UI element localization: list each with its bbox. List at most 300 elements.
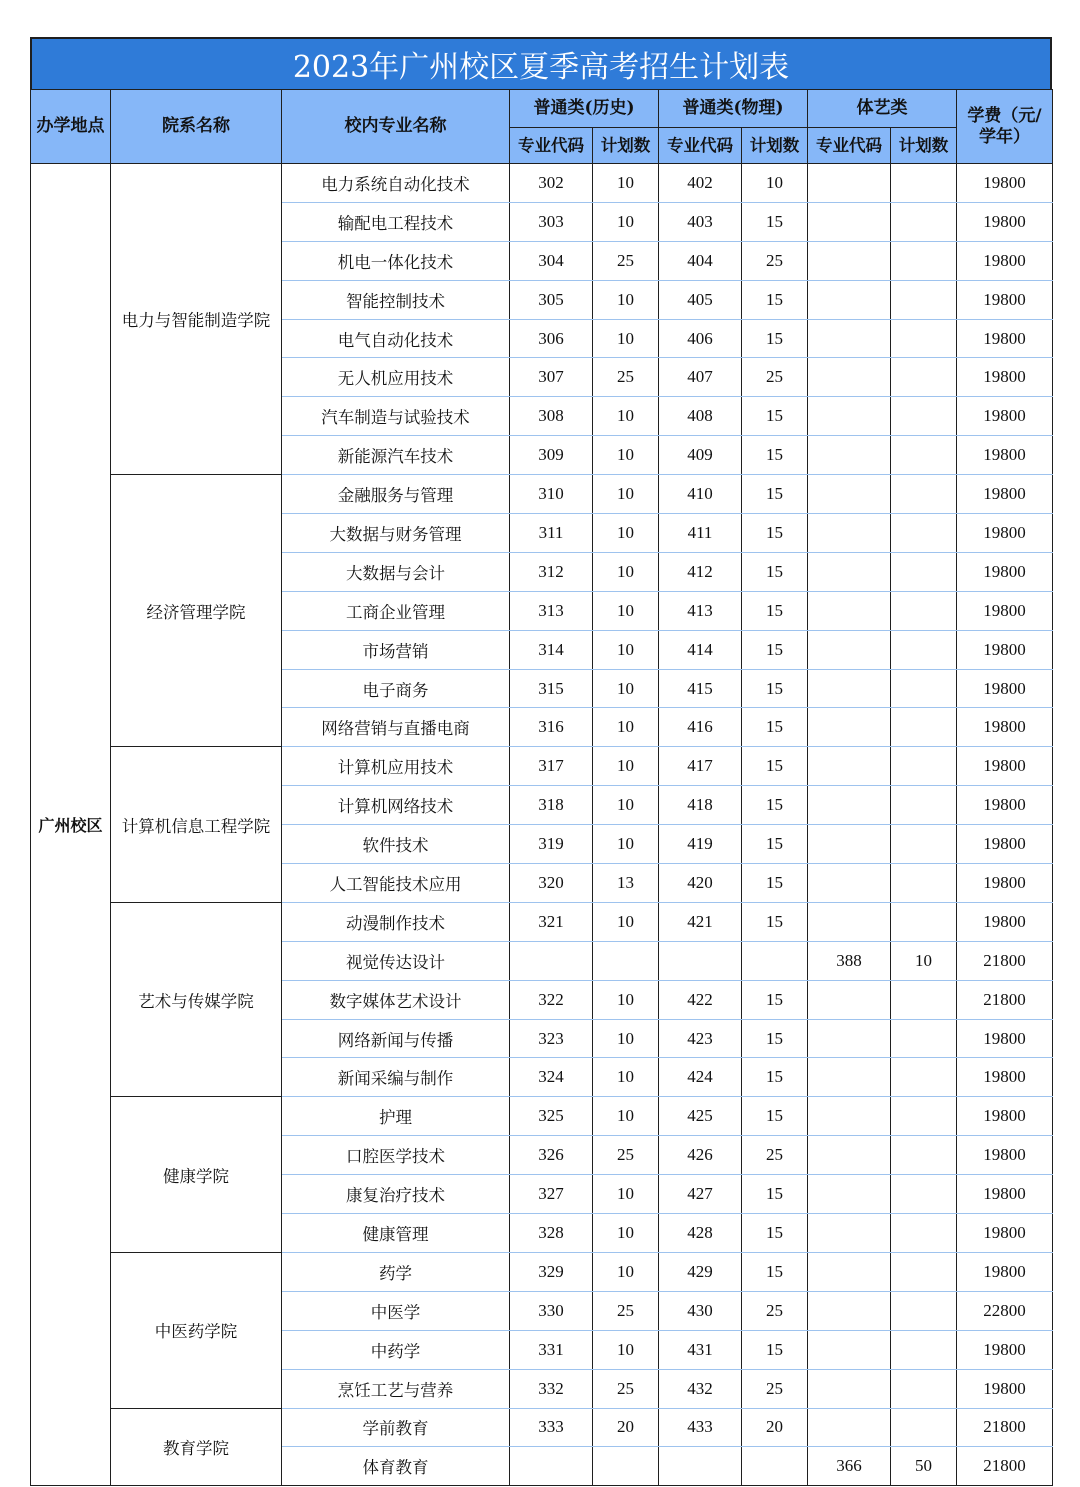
enrollment-plan-sheet — [30, 37, 1052, 1486]
header-arts-code: 专业代码 — [808, 128, 891, 164]
history-code-cell: 314 — [510, 630, 593, 669]
history-plan-cell: 10 — [593, 1214, 659, 1253]
history-code-cell: 310 — [510, 475, 593, 514]
physics-code-cell: 425 — [659, 1097, 742, 1136]
physics-code-cell: 430 — [659, 1291, 742, 1330]
major-name-cell: 大数据与会计 — [282, 552, 510, 591]
physics-code-cell: 405 — [659, 280, 742, 319]
history-plan-cell: 25 — [593, 1136, 659, 1175]
department-cell: 电力与智能制造学院 — [111, 164, 282, 475]
fee-cell: 19800 — [957, 864, 1053, 903]
history-code-cell — [510, 1447, 593, 1486]
fee-cell: 21800 — [957, 1447, 1053, 1486]
history-code-cell: 320 — [510, 864, 593, 903]
physics-code-cell: 415 — [659, 669, 742, 708]
history-code-cell: 318 — [510, 786, 593, 825]
arts-code-cell: 366 — [808, 1447, 891, 1486]
physics-plan-cell: 15 — [742, 1097, 808, 1136]
history-plan-cell: 10 — [593, 319, 659, 358]
table-title: 2023年广州校区夏季高考招生计划表 — [30, 37, 1052, 89]
arts-plan-cell — [891, 358, 957, 397]
history-plan-cell: 20 — [593, 1408, 659, 1447]
header-fee: 学费（元/学年） — [957, 90, 1053, 164]
arts-code-cell — [808, 1214, 891, 1253]
physics-plan-cell: 15 — [742, 902, 808, 941]
fee-cell: 21800 — [957, 980, 1053, 1019]
arts-plan-cell — [891, 397, 957, 436]
arts-plan-cell: 10 — [891, 941, 957, 980]
fee-cell: 19800 — [957, 397, 1053, 436]
major-name-cell: 计算机网络技术 — [282, 786, 510, 825]
history-code-cell: 306 — [510, 319, 593, 358]
major-name-cell: 学前教育 — [282, 1408, 510, 1447]
fee-cell: 19800 — [957, 358, 1053, 397]
history-code-cell: 321 — [510, 902, 593, 941]
history-code-cell: 319 — [510, 825, 593, 864]
history-code-cell: 333 — [510, 1408, 593, 1447]
physics-code-cell: 418 — [659, 786, 742, 825]
fee-cell: 19800 — [957, 241, 1053, 280]
physics-plan-cell: 20 — [742, 1408, 808, 1447]
physics-code-cell: 419 — [659, 825, 742, 864]
table-row — [31, 902, 1053, 941]
history-plan-cell: 10 — [593, 436, 659, 475]
major-name-cell: 智能控制技术 — [282, 280, 510, 319]
history-plan-cell: 10 — [593, 280, 659, 319]
fee-cell: 19800 — [957, 825, 1053, 864]
fee-cell: 19800 — [957, 1136, 1053, 1175]
physics-plan-cell — [742, 1447, 808, 1486]
arts-plan-cell — [891, 552, 957, 591]
table-row — [31, 747, 1053, 786]
physics-code-cell: 424 — [659, 1058, 742, 1097]
arts-plan-cell — [891, 1214, 957, 1253]
physics-plan-cell: 15 — [742, 980, 808, 1019]
arts-code-cell — [808, 747, 891, 786]
physics-code-cell: 411 — [659, 514, 742, 553]
physics-plan-cell: 15 — [742, 591, 808, 630]
history-code-cell: 323 — [510, 1019, 593, 1058]
physics-plan-cell: 25 — [742, 358, 808, 397]
major-name-cell: 护理 — [282, 1097, 510, 1136]
physics-plan-cell: 15 — [742, 1175, 808, 1214]
fee-cell: 19800 — [957, 1252, 1053, 1291]
history-plan-cell: 10 — [593, 708, 659, 747]
major-name-cell: 视觉传达设计 — [282, 941, 510, 980]
physics-plan-cell: 15 — [742, 669, 808, 708]
arts-code-cell — [808, 1019, 891, 1058]
fee-cell: 19800 — [957, 708, 1053, 747]
history-plan-cell: 10 — [593, 786, 659, 825]
arts-code-cell — [808, 1291, 891, 1330]
history-code-cell: 308 — [510, 397, 593, 436]
major-name-cell: 计算机应用技术 — [282, 747, 510, 786]
arts-code-cell — [808, 241, 891, 280]
history-plan-cell: 10 — [593, 1019, 659, 1058]
history-plan-cell: 10 — [593, 980, 659, 1019]
physics-plan-cell: 10 — [742, 164, 808, 203]
history-code-cell: 307 — [510, 358, 593, 397]
arts-plan-cell — [891, 864, 957, 903]
history-code-cell: 305 — [510, 280, 593, 319]
department-cell: 艺术与传媒学院 — [111, 902, 282, 1096]
arts-plan-cell: 50 — [891, 1447, 957, 1486]
history-plan-cell: 10 — [593, 1252, 659, 1291]
physics-plan-cell: 15 — [742, 825, 808, 864]
major-name-cell: 市场营销 — [282, 630, 510, 669]
physics-plan-cell: 15 — [742, 1058, 808, 1097]
physics-code-cell: 403 — [659, 202, 742, 241]
arts-code-cell — [808, 1330, 891, 1369]
major-name-cell: 无人机应用技术 — [282, 358, 510, 397]
physics-plan-cell: 15 — [742, 436, 808, 475]
fee-cell: 19800 — [957, 164, 1053, 203]
department-cell: 中医药学院 — [111, 1252, 282, 1408]
history-code-cell: 316 — [510, 708, 593, 747]
table-row — [31, 1252, 1053, 1291]
history-plan-cell: 25 — [593, 1369, 659, 1408]
major-name-cell: 烹饪工艺与营养 — [282, 1369, 510, 1408]
physics-code-cell: 404 — [659, 241, 742, 280]
arts-code-cell — [808, 1097, 891, 1136]
arts-code-cell — [808, 164, 891, 203]
table-row — [31, 164, 1053, 203]
arts-plan-cell — [891, 591, 957, 630]
physics-plan-cell: 25 — [742, 1369, 808, 1408]
physics-code-cell: 420 — [659, 864, 742, 903]
history-code-cell: 312 — [510, 552, 593, 591]
arts-plan-cell — [891, 1136, 957, 1175]
fee-cell: 19800 — [957, 514, 1053, 553]
arts-plan-cell — [891, 436, 957, 475]
department-cell: 健康学院 — [111, 1097, 282, 1253]
department-cell: 教育学院 — [111, 1408, 282, 1486]
fee-cell: 19800 — [957, 591, 1053, 630]
arts-code-cell — [808, 902, 891, 941]
arts-code-cell — [808, 669, 891, 708]
arts-code-cell — [808, 980, 891, 1019]
physics-code-cell — [659, 1447, 742, 1486]
physics-plan-cell: 15 — [742, 1019, 808, 1058]
fee-cell: 19800 — [957, 1214, 1053, 1253]
physics-code-cell: 406 — [659, 319, 742, 358]
major-name-cell: 电气自动化技术 — [282, 319, 510, 358]
arts-code-cell — [808, 552, 891, 591]
history-plan-cell: 10 — [593, 514, 659, 553]
arts-plan-cell — [891, 1252, 957, 1291]
history-code-cell: 327 — [510, 1175, 593, 1214]
header-arts-plan: 计划数 — [891, 128, 957, 164]
header-physics-plan: 计划数 — [742, 128, 808, 164]
physics-code-cell: 414 — [659, 630, 742, 669]
major-name-cell: 新能源汽车技术 — [282, 436, 510, 475]
major-name-cell: 网络营销与直播电商 — [282, 708, 510, 747]
table-row — [31, 1097, 1053, 1136]
history-code-cell: 329 — [510, 1252, 593, 1291]
arts-plan-cell — [891, 980, 957, 1019]
physics-plan-cell: 25 — [742, 241, 808, 280]
history-plan-cell: 10 — [593, 825, 659, 864]
physics-plan-cell: 15 — [742, 708, 808, 747]
arts-plan-cell — [891, 514, 957, 553]
physics-plan-cell: 15 — [742, 1330, 808, 1369]
arts-plan-cell — [891, 1019, 957, 1058]
history-plan-cell: 25 — [593, 241, 659, 280]
major-name-cell: 健康管理 — [282, 1214, 510, 1253]
major-name-cell: 网络新闻与传播 — [282, 1019, 510, 1058]
history-plan-cell: 10 — [593, 1330, 659, 1369]
department-cell: 计算机信息工程学院 — [111, 747, 282, 903]
physics-plan-cell: 15 — [742, 747, 808, 786]
history-code-cell: 332 — [510, 1369, 593, 1408]
arts-plan-cell — [891, 669, 957, 708]
major-name-cell: 金融服务与管理 — [282, 475, 510, 514]
arts-plan-cell — [891, 1058, 957, 1097]
major-name-cell: 人工智能技术应用 — [282, 864, 510, 903]
physics-code-cell: 409 — [659, 436, 742, 475]
history-plan-cell: 10 — [593, 669, 659, 708]
arts-code-cell — [808, 358, 891, 397]
fee-cell: 22800 — [957, 1291, 1053, 1330]
physics-plan-cell: 15 — [742, 1214, 808, 1253]
physics-code-cell: 412 — [659, 552, 742, 591]
physics-code-cell: 428 — [659, 1214, 742, 1253]
arts-code-cell — [808, 1175, 891, 1214]
header-department: 院系名称 — [111, 90, 282, 164]
table-row — [31, 475, 1053, 514]
arts-code-cell — [808, 708, 891, 747]
history-code-cell: 330 — [510, 1291, 593, 1330]
arts-plan-cell — [891, 164, 957, 203]
major-name-cell: 大数据与财务管理 — [282, 514, 510, 553]
history-plan-cell: 25 — [593, 358, 659, 397]
physics-code-cell: 423 — [659, 1019, 742, 1058]
physics-plan-cell — [742, 941, 808, 980]
physics-code-cell: 432 — [659, 1369, 742, 1408]
physics-plan-cell: 15 — [742, 202, 808, 241]
header-location: 办学地点 — [31, 90, 111, 164]
header-physics-code: 专业代码 — [659, 128, 742, 164]
history-code-cell: 302 — [510, 164, 593, 203]
fee-cell: 19800 — [957, 747, 1053, 786]
history-code-cell: 325 — [510, 1097, 593, 1136]
physics-plan-cell: 15 — [742, 280, 808, 319]
arts-plan-cell — [891, 202, 957, 241]
history-plan-cell: 13 — [593, 864, 659, 903]
arts-plan-cell — [891, 747, 957, 786]
history-code-cell — [510, 941, 593, 980]
arts-code-cell — [808, 1058, 891, 1097]
arts-code-cell — [808, 1136, 891, 1175]
physics-code-cell: 407 — [659, 358, 742, 397]
history-code-cell: 304 — [510, 241, 593, 280]
major-name-cell: 康复治疗技术 — [282, 1175, 510, 1214]
arts-code-cell — [808, 319, 891, 358]
history-code-cell: 331 — [510, 1330, 593, 1369]
physics-code-cell — [659, 941, 742, 980]
arts-plan-cell — [891, 786, 957, 825]
fee-cell: 19800 — [957, 202, 1053, 241]
history-plan-cell: 10 — [593, 1097, 659, 1136]
history-code-cell: 322 — [510, 980, 593, 1019]
physics-plan-cell: 25 — [742, 1136, 808, 1175]
arts-code-cell — [808, 514, 891, 553]
physics-plan-cell: 15 — [742, 1252, 808, 1291]
history-code-cell: 324 — [510, 1058, 593, 1097]
physics-code-cell: 416 — [659, 708, 742, 747]
fee-cell: 19800 — [957, 1097, 1053, 1136]
major-name-cell: 电子商务 — [282, 669, 510, 708]
history-code-cell: 326 — [510, 1136, 593, 1175]
fee-cell: 19800 — [957, 1175, 1053, 1214]
arts-plan-cell — [891, 319, 957, 358]
arts-code-cell — [808, 1369, 891, 1408]
arts-code-cell — [808, 436, 891, 475]
physics-plan-cell: 15 — [742, 319, 808, 358]
table-row — [31, 1408, 1053, 1447]
arts-plan-cell — [891, 475, 957, 514]
physics-code-cell: 402 — [659, 164, 742, 203]
header-physics: 普通类(物理) — [659, 90, 808, 128]
arts-plan-cell — [891, 1175, 957, 1214]
arts-code-cell — [808, 825, 891, 864]
physics-plan-cell: 15 — [742, 630, 808, 669]
history-plan-cell: 10 — [593, 902, 659, 941]
fee-cell: 19800 — [957, 630, 1053, 669]
header-history-code: 专业代码 — [510, 128, 593, 164]
physics-code-cell: 413 — [659, 591, 742, 630]
physics-plan-cell: 15 — [742, 786, 808, 825]
arts-code-cell — [808, 202, 891, 241]
physics-code-cell: 433 — [659, 1408, 742, 1447]
fee-cell: 19800 — [957, 475, 1053, 514]
physics-code-cell: 426 — [659, 1136, 742, 1175]
major-name-cell: 中医学 — [282, 1291, 510, 1330]
history-plan-cell: 10 — [593, 397, 659, 436]
fee-cell: 21800 — [957, 941, 1053, 980]
major-name-cell: 软件技术 — [282, 825, 510, 864]
arts-plan-cell — [891, 1369, 957, 1408]
history-code-cell: 328 — [510, 1214, 593, 1253]
history-plan-cell: 10 — [593, 591, 659, 630]
history-plan-cell: 10 — [593, 164, 659, 203]
arts-code-cell — [808, 475, 891, 514]
physics-code-cell: 427 — [659, 1175, 742, 1214]
fee-cell: 19800 — [957, 1019, 1053, 1058]
arts-plan-cell — [891, 1291, 957, 1330]
physics-code-cell: 417 — [659, 747, 742, 786]
header-arts-sports: 体艺类 — [808, 90, 957, 128]
arts-plan-cell — [891, 708, 957, 747]
fee-cell: 19800 — [957, 786, 1053, 825]
physics-code-cell: 410 — [659, 475, 742, 514]
enrollment-table — [30, 89, 1053, 1486]
arts-code-cell — [808, 1252, 891, 1291]
major-name-cell: 体育教育 — [282, 1447, 510, 1486]
major-name-cell: 中药学 — [282, 1330, 510, 1369]
physics-code-cell: 431 — [659, 1330, 742, 1369]
arts-plan-cell — [891, 1330, 957, 1369]
department-cell: 经济管理学院 — [111, 475, 282, 747]
history-plan-cell — [593, 941, 659, 980]
physics-plan-cell: 15 — [742, 514, 808, 553]
arts-code-cell — [808, 591, 891, 630]
arts-plan-cell — [891, 241, 957, 280]
history-plan-cell: 10 — [593, 202, 659, 241]
arts-code-cell — [808, 1408, 891, 1447]
physics-plan-cell: 15 — [742, 475, 808, 514]
arts-code-cell — [808, 280, 891, 319]
history-code-cell: 311 — [510, 514, 593, 553]
major-name-cell: 机电一体化技术 — [282, 241, 510, 280]
campus-cell: 广州校区 — [31, 164, 111, 1486]
arts-plan-cell — [891, 902, 957, 941]
physics-plan-cell: 15 — [742, 864, 808, 903]
major-name-cell: 工商企业管理 — [282, 591, 510, 630]
arts-code-cell — [808, 864, 891, 903]
physics-code-cell: 422 — [659, 980, 742, 1019]
arts-code-cell — [808, 630, 891, 669]
fee-cell: 19800 — [957, 669, 1053, 708]
fee-cell: 19800 — [957, 902, 1053, 941]
physics-plan-cell: 25 — [742, 1291, 808, 1330]
physics-code-cell: 421 — [659, 902, 742, 941]
arts-plan-cell — [891, 1097, 957, 1136]
major-name-cell: 数字媒体艺术设计 — [282, 980, 510, 1019]
arts-plan-cell — [891, 1408, 957, 1447]
fee-cell: 19800 — [957, 1330, 1053, 1369]
history-plan-cell: 10 — [593, 630, 659, 669]
history-code-cell: 303 — [510, 202, 593, 241]
major-name-cell: 口腔医学技术 — [282, 1136, 510, 1175]
history-plan-cell: 10 — [593, 1175, 659, 1214]
major-name-cell: 动漫制作技术 — [282, 902, 510, 941]
fee-cell: 19800 — [957, 319, 1053, 358]
arts-plan-cell — [891, 630, 957, 669]
fee-cell: 19800 — [957, 552, 1053, 591]
major-name-cell: 输配电工程技术 — [282, 202, 510, 241]
major-name-cell: 电力系统自动化技术 — [282, 164, 510, 203]
history-plan-cell: 10 — [593, 1058, 659, 1097]
history-plan-cell: 10 — [593, 475, 659, 514]
fee-cell: 19800 — [957, 436, 1053, 475]
table-header — [31, 90, 1053, 164]
arts-plan-cell — [891, 825, 957, 864]
history-plan-cell: 25 — [593, 1291, 659, 1330]
header-major: 校内专业名称 — [282, 90, 510, 164]
arts-plan-cell — [891, 280, 957, 319]
fee-cell: 19800 — [957, 1058, 1053, 1097]
history-code-cell: 313 — [510, 591, 593, 630]
major-name-cell: 药学 — [282, 1252, 510, 1291]
arts-code-cell — [808, 786, 891, 825]
history-plan-cell: 10 — [593, 552, 659, 591]
physics-plan-cell: 15 — [742, 552, 808, 591]
history-code-cell: 309 — [510, 436, 593, 475]
major-name-cell: 新闻采编与制作 — [282, 1058, 510, 1097]
major-name-cell: 汽车制造与试验技术 — [282, 397, 510, 436]
fee-cell: 21800 — [957, 1408, 1053, 1447]
physics-code-cell: 408 — [659, 397, 742, 436]
fee-cell: 19800 — [957, 1369, 1053, 1408]
history-code-cell: 317 — [510, 747, 593, 786]
history-plan-cell — [593, 1447, 659, 1486]
fee-cell: 19800 — [957, 280, 1053, 319]
header-history-plan: 计划数 — [593, 128, 659, 164]
arts-code-cell: 388 — [808, 941, 891, 980]
history-plan-cell: 10 — [593, 747, 659, 786]
header-history: 普通类(历史) — [510, 90, 659, 128]
